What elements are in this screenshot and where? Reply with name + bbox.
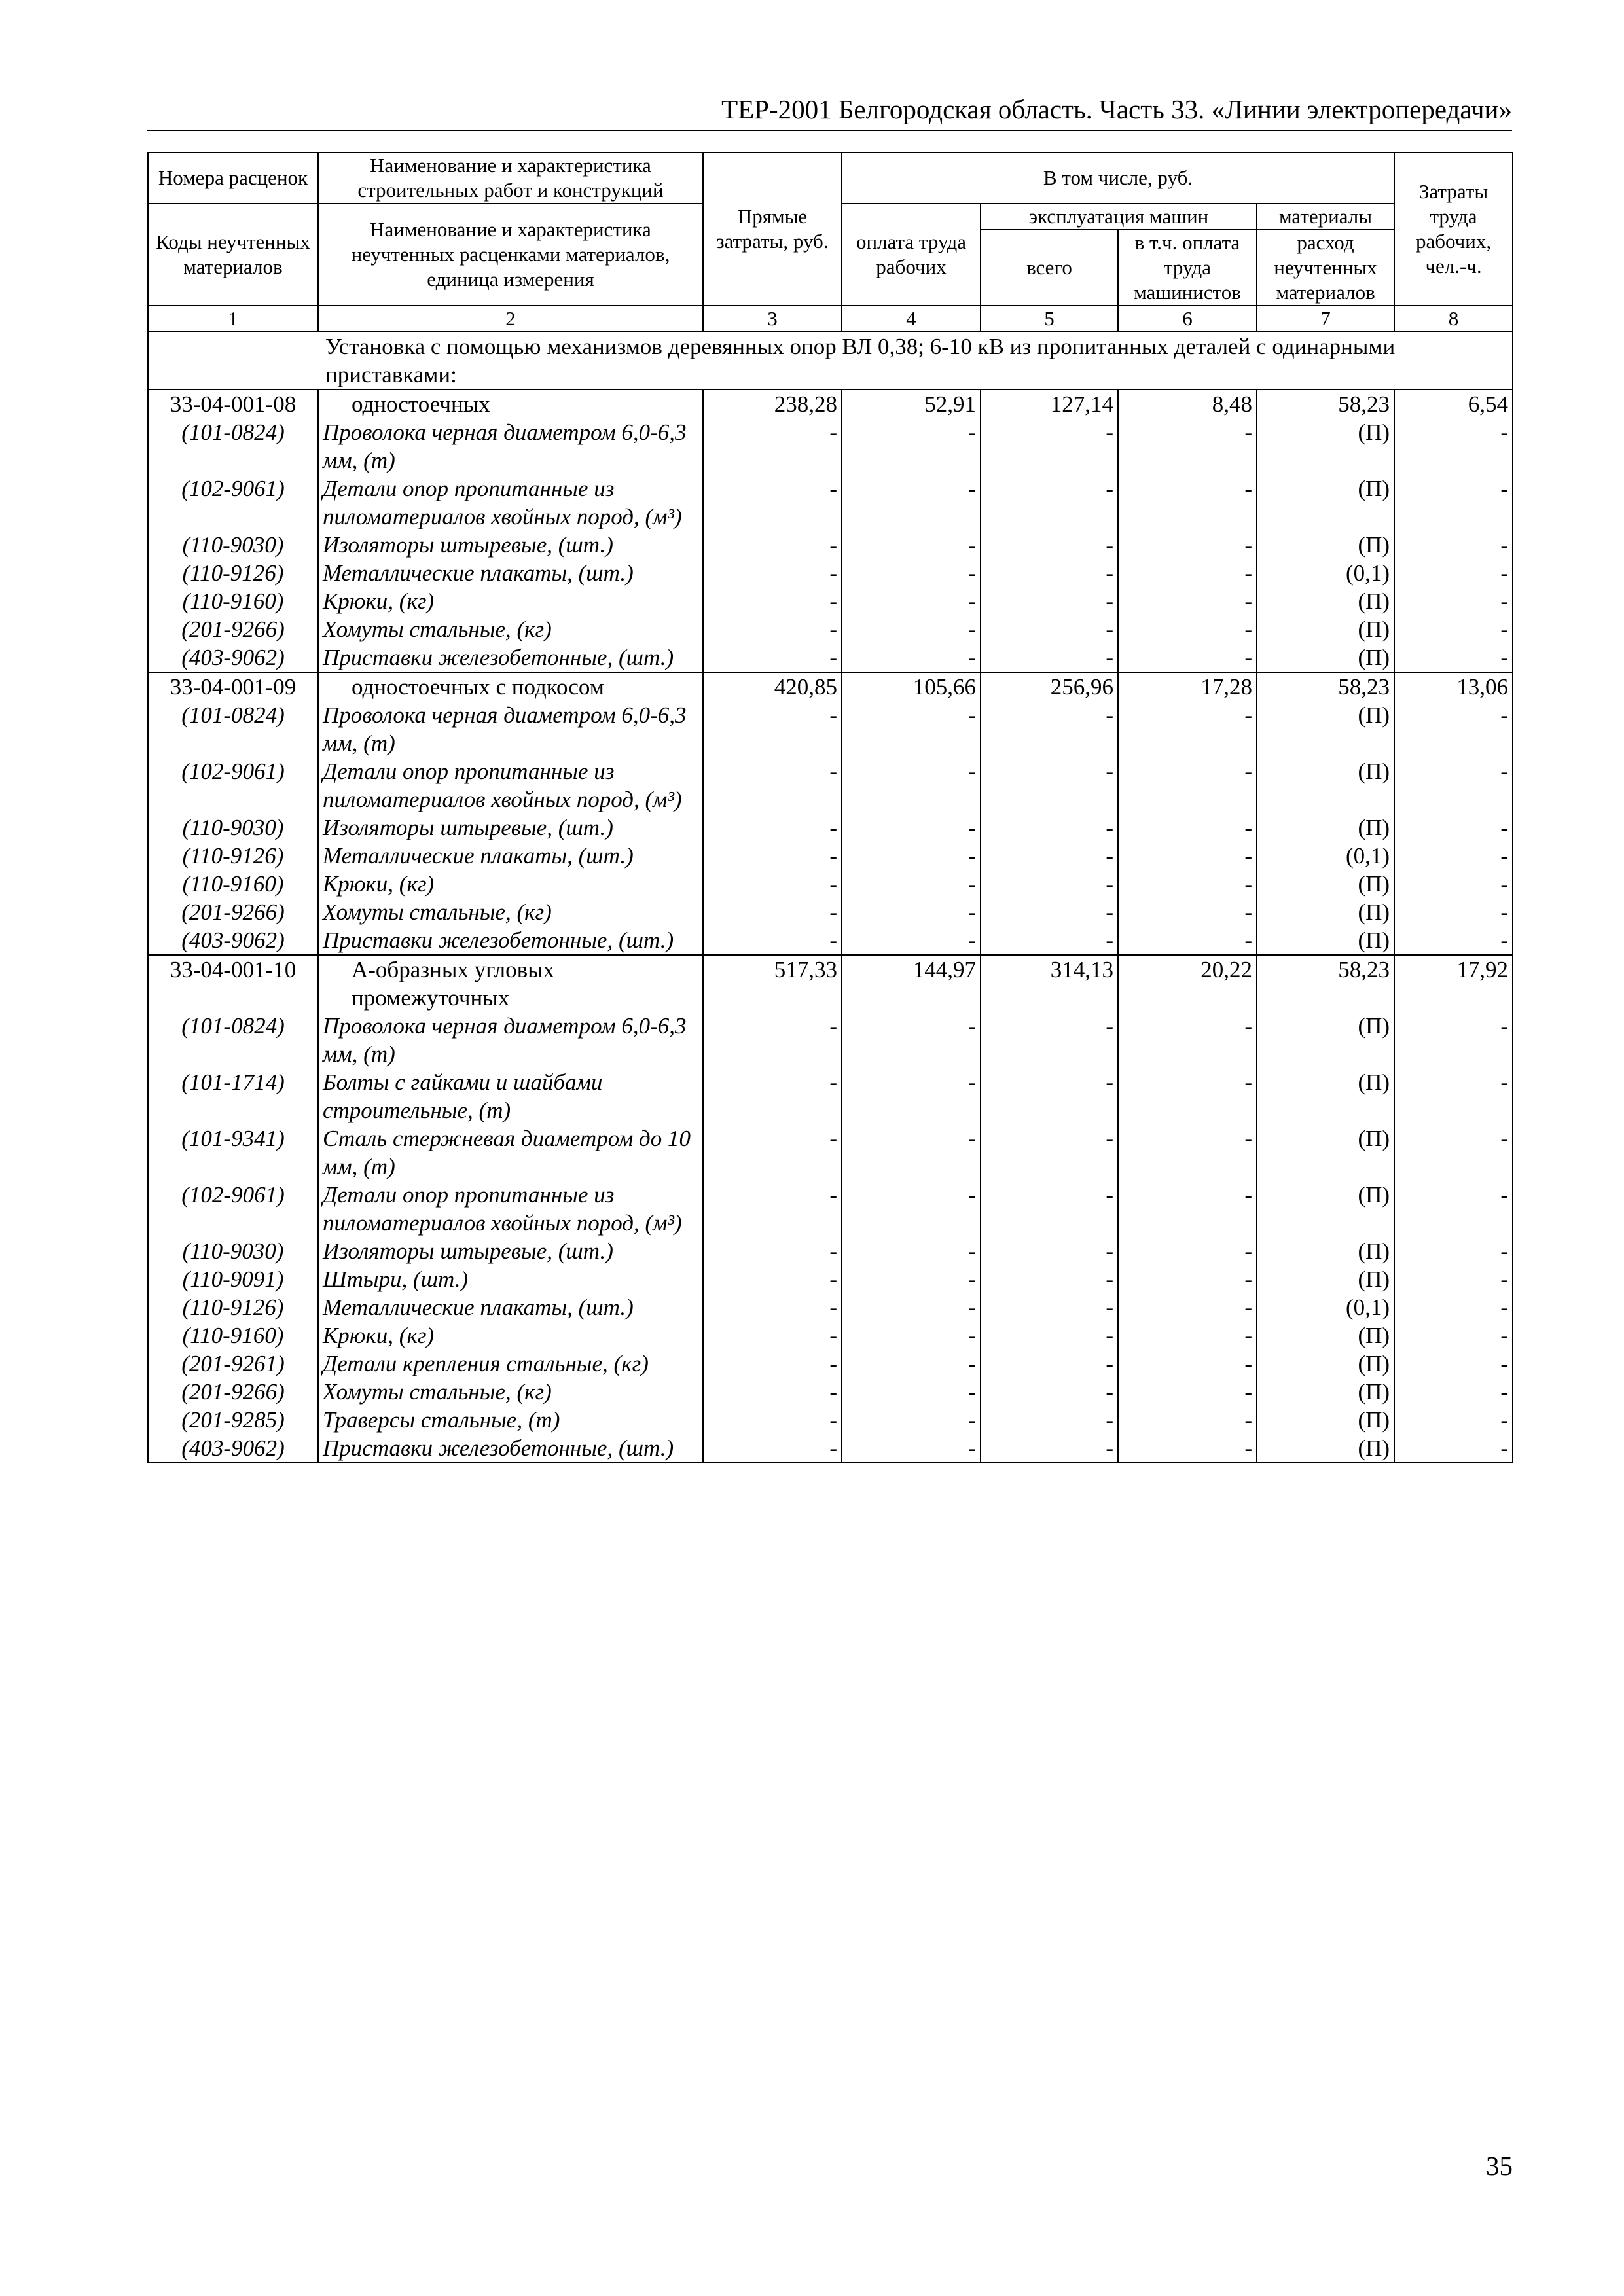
value-cell: - <box>1118 643 1257 672</box>
value-cell: - <box>1394 701 1513 757</box>
value-cell: - <box>1394 587 1513 615</box>
header-material-codes: Коды неучтенных материалов <box>148 204 318 306</box>
material-code: (101-0824) <box>148 418 318 475</box>
material-code: (110-9126) <box>148 842 318 870</box>
work-name: А-образных угловых промежуточных <box>318 955 703 1012</box>
value-cell: - <box>703 475 842 531</box>
value-cell: - <box>981 1321 1118 1350</box>
material-name: Хомуты стальные, (кг) <box>318 1378 703 1406</box>
value-cell: - <box>703 1350 842 1378</box>
header-machines-total: всего <box>981 230 1118 306</box>
value-cell: - <box>1394 814 1513 842</box>
material-code: (102-9061) <box>148 1181 318 1237</box>
value-cell: - <box>1394 559 1513 587</box>
value-cell: - <box>981 814 1118 842</box>
value-cell: - <box>981 615 1118 643</box>
work-name: одностоечных <box>318 389 703 418</box>
material-code: (101-0824) <box>148 1012 318 1068</box>
rate-row <box>148 672 1513 701</box>
value-cell: - <box>703 814 842 842</box>
value-cell: - <box>842 1181 981 1237</box>
value-cell: - <box>981 1265 1118 1293</box>
material-row <box>148 842 1513 870</box>
value-cell: (П) <box>1257 898 1394 926</box>
material-row <box>148 587 1513 615</box>
material-code: (110-9030) <box>148 531 318 559</box>
material-row <box>148 475 1513 531</box>
header-worker-pay: оплата труда рабочих <box>842 204 981 306</box>
material-name: Проволока черная диаметром 6,0-6,3 мм, (т) <box>318 701 703 757</box>
value-cell: - <box>981 1378 1118 1406</box>
value-cell: - <box>981 643 1118 672</box>
value-cell: 20,22 <box>1118 955 1257 1012</box>
value-cell: - <box>842 1237 981 1265</box>
value-cell: - <box>981 1068 1118 1124</box>
value-cell: - <box>703 1237 842 1265</box>
value-cell: - <box>981 757 1118 814</box>
column-number: 8 <box>1394 306 1513 332</box>
value-cell: - <box>1394 1124 1513 1181</box>
value-cell: - <box>842 587 981 615</box>
material-row <box>148 1321 1513 1350</box>
material-name: Изоляторы штыревые, (шт.) <box>318 1237 703 1265</box>
material-row <box>148 1237 1513 1265</box>
material-name: Крюки, (кг) <box>318 587 703 615</box>
value-cell: 8,48 <box>1118 389 1257 418</box>
value-cell: - <box>703 1068 842 1124</box>
value-cell: - <box>842 475 981 531</box>
value-cell: (0,1) <box>1257 559 1394 587</box>
value-cell: - <box>703 1406 842 1434</box>
material-name: Приставки железобетонные, (шт.) <box>318 1434 703 1463</box>
material-name: Изоляторы штыревые, (шт.) <box>318 814 703 842</box>
value-cell: 58,23 <box>1257 672 1394 701</box>
value-cell: 58,23 <box>1257 955 1394 1012</box>
value-cell: - <box>842 1406 981 1434</box>
material-name: Проволока черная диаметром 6,0-6,3 мм, (т) <box>318 1012 703 1068</box>
material-name: Детали опор пропитанные из пиломатериалов хвойных пород, (м³) <box>318 757 703 814</box>
rate-row <box>148 389 1513 418</box>
value-cell: - <box>703 1124 842 1181</box>
value-cell: - <box>842 757 981 814</box>
value-cell: - <box>1394 1068 1513 1124</box>
header-material-name: Наименование и характеристика неучтенных расценками материалов, единица измерения <box>318 204 703 306</box>
material-name: Хомуты стальные, (кг) <box>318 615 703 643</box>
value-cell: - <box>703 926 842 955</box>
column-number: 5 <box>981 306 1118 332</box>
value-cell: - <box>1394 531 1513 559</box>
value-cell: - <box>1118 701 1257 757</box>
rate-code: 33-04-001-10 <box>148 955 318 1012</box>
value-cell: (П) <box>1257 701 1394 757</box>
header-including: В том числе, руб. <box>842 152 1394 204</box>
material-code: (110-9030) <box>148 814 318 842</box>
value-cell: - <box>981 898 1118 926</box>
page-header: ТЕР-2001 Белгородская область. Часть 33. «Линии электропередачи» <box>147 92 1512 131</box>
value-cell: - <box>981 418 1118 475</box>
value-cell: - <box>981 1350 1118 1378</box>
value-cell: - <box>981 842 1118 870</box>
value-cell: - <box>842 1434 981 1463</box>
value-cell: - <box>842 418 981 475</box>
material-name: Крюки, (кг) <box>318 870 703 898</box>
value-cell: 52,91 <box>842 389 981 418</box>
value-cell: - <box>981 475 1118 531</box>
material-row <box>148 898 1513 926</box>
material-code: (102-9061) <box>148 475 318 531</box>
material-row <box>148 1293 1513 1321</box>
material-code: (110-9030) <box>148 1237 318 1265</box>
value-cell: - <box>703 870 842 898</box>
material-code: (403-9062) <box>148 1434 318 1463</box>
value-cell: - <box>1394 475 1513 531</box>
value-cell: - <box>1394 1406 1513 1434</box>
column-number: 3 <box>703 306 842 332</box>
material-row <box>148 1434 1513 1463</box>
material-code: (102-9061) <box>148 757 318 814</box>
material-name: Сталь стержневая диаметром до 10 мм, (т) <box>318 1124 703 1181</box>
column-number: 4 <box>842 306 981 332</box>
rate-code: 33-04-001-08 <box>148 389 318 418</box>
value-cell: - <box>842 1068 981 1124</box>
value-cell: (П) <box>1257 615 1394 643</box>
value-cell: - <box>1394 1012 1513 1068</box>
value-cell: - <box>981 587 1118 615</box>
material-row <box>148 1265 1513 1293</box>
material-row <box>148 814 1513 842</box>
value-cell: (П) <box>1257 587 1394 615</box>
value-cell: (П) <box>1257 870 1394 898</box>
value-cell: - <box>981 870 1118 898</box>
value-cell: - <box>981 531 1118 559</box>
value-cell: - <box>1118 814 1257 842</box>
material-code: (101-0824) <box>148 701 318 757</box>
material-row <box>148 757 1513 814</box>
value-cell: (П) <box>1257 1378 1394 1406</box>
header-rate-numbers: Номера расценок <box>148 152 318 204</box>
material-row <box>148 926 1513 955</box>
value-cell: - <box>1394 1434 1513 1463</box>
value-cell: - <box>1394 1237 1513 1265</box>
value-cell: 127,14 <box>981 389 1118 418</box>
value-cell: - <box>1118 587 1257 615</box>
value-cell: (П) <box>1257 1237 1394 1265</box>
value-cell: - <box>981 926 1118 955</box>
material-name: Детали опор пропитанные из пиломатериалов хвойных пород, (м³) <box>318 475 703 531</box>
value-cell: - <box>703 842 842 870</box>
material-row <box>148 870 1513 898</box>
value-cell: - <box>703 1378 842 1406</box>
material-name: Хомуты стальные, (кг) <box>318 898 703 926</box>
material-row <box>148 531 1513 559</box>
value-cell: - <box>1394 757 1513 814</box>
material-code: (403-9062) <box>148 643 318 672</box>
column-number: 2 <box>318 306 703 332</box>
value-cell: - <box>703 418 842 475</box>
material-row <box>148 418 1513 475</box>
header-unaccounted-materials: расход неучтенных материалов <box>1257 230 1394 306</box>
value-cell: 238,28 <box>703 389 842 418</box>
value-cell: - <box>1118 870 1257 898</box>
table-body <box>148 332 1513 1463</box>
material-name: Крюки, (кг) <box>318 1321 703 1350</box>
material-code: (201-9266) <box>148 615 318 643</box>
value-cell: - <box>981 1181 1118 1237</box>
table-header <box>148 152 1513 332</box>
value-cell: - <box>1394 1293 1513 1321</box>
value-cell: 314,13 <box>981 955 1118 1012</box>
value-cell: 144,97 <box>842 955 981 1012</box>
value-cell: (П) <box>1257 1124 1394 1181</box>
value-cell: 256,96 <box>981 672 1118 701</box>
header-labor-costs: Затраты труда рабочих, чел.-ч. <box>1394 152 1513 306</box>
value-cell: (П) <box>1257 1068 1394 1124</box>
value-cell: - <box>981 1434 1118 1463</box>
header-machine-operation: эксплуатация машин <box>981 204 1257 230</box>
value-cell: (П) <box>1257 1265 1394 1293</box>
material-code: (110-9160) <box>148 870 318 898</box>
value-cell: - <box>842 898 981 926</box>
value-cell: - <box>1118 1237 1257 1265</box>
value-cell: - <box>703 757 842 814</box>
material-row <box>148 1350 1513 1378</box>
value-cell: - <box>1118 475 1257 531</box>
work-name: одностоечных с подкосом <box>318 672 703 701</box>
value-cell: (П) <box>1257 1434 1394 1463</box>
value-cell: - <box>1118 418 1257 475</box>
material-name: Приставки железобетонные, (шт.) <box>318 643 703 672</box>
value-cell: - <box>1394 926 1513 955</box>
value-cell: - <box>1394 1321 1513 1350</box>
value-cell: - <box>1118 615 1257 643</box>
material-row <box>148 701 1513 757</box>
material-code: (201-9261) <box>148 1350 318 1378</box>
column-number: 6 <box>1118 306 1257 332</box>
value-cell: - <box>842 643 981 672</box>
value-cell: - <box>842 842 981 870</box>
value-cell: (П) <box>1257 531 1394 559</box>
value-cell: - <box>842 870 981 898</box>
material-code: (110-9160) <box>148 1321 318 1350</box>
value-cell: 105,66 <box>842 672 981 701</box>
value-cell: - <box>842 1350 981 1378</box>
material-name: Детали крепления стальные, (кг) <box>318 1350 703 1378</box>
column-numbers-row <box>148 306 1513 332</box>
value-cell: (П) <box>1257 418 1394 475</box>
value-cell: (П) <box>1257 475 1394 531</box>
value-cell: (П) <box>1257 1321 1394 1350</box>
material-code: (101-9341) <box>148 1124 318 1181</box>
value-cell: - <box>842 814 981 842</box>
value-cell: - <box>1118 1012 1257 1068</box>
value-cell: (П) <box>1257 1181 1394 1237</box>
value-cell: - <box>981 701 1118 757</box>
value-cell: - <box>1118 898 1257 926</box>
material-row <box>148 643 1513 672</box>
column-number: 1 <box>148 306 318 332</box>
value-cell: - <box>981 1406 1118 1434</box>
value-cell: - <box>703 615 842 643</box>
value-cell: (П) <box>1257 643 1394 672</box>
value-cell: - <box>1118 1293 1257 1321</box>
material-name: Металлические плакаты, (шт.) <box>318 842 703 870</box>
rate-code: 33-04-001-09 <box>148 672 318 701</box>
value-cell: 58,23 <box>1257 389 1394 418</box>
value-cell: - <box>842 1265 981 1293</box>
value-cell: - <box>1118 559 1257 587</box>
value-cell: - <box>842 615 981 643</box>
value-cell: - <box>1118 1406 1257 1434</box>
value-cell: 17,92 <box>1394 955 1513 1012</box>
value-cell: - <box>842 701 981 757</box>
value-cell: (П) <box>1257 1406 1394 1434</box>
value-cell: - <box>1394 615 1513 643</box>
value-cell: - <box>1118 1350 1257 1378</box>
price-table <box>147 152 1513 1463</box>
material-row <box>148 1124 1513 1181</box>
material-name: Металлические плакаты, (шт.) <box>318 559 703 587</box>
value-cell: - <box>703 1321 842 1350</box>
material-code: (201-9285) <box>148 1406 318 1434</box>
value-cell: 420,85 <box>703 672 842 701</box>
value-cell: - <box>703 898 842 926</box>
value-cell: - <box>1118 1124 1257 1181</box>
material-code: (201-9266) <box>148 1378 318 1406</box>
value-cell: (П) <box>1257 757 1394 814</box>
value-cell: - <box>981 1237 1118 1265</box>
material-row <box>148 1012 1513 1068</box>
value-cell: - <box>703 1181 842 1237</box>
rate-row <box>148 955 1513 1012</box>
material-name: Траверсы стальные, (т) <box>318 1406 703 1434</box>
value-cell: - <box>1118 757 1257 814</box>
value-cell: - <box>1118 1378 1257 1406</box>
material-code: (110-9160) <box>148 587 318 615</box>
value-cell: (0,1) <box>1257 1293 1394 1321</box>
value-cell: (П) <box>1257 1012 1394 1068</box>
material-row <box>148 1406 1513 1434</box>
material-name: Штыри, (шт.) <box>318 1265 703 1293</box>
value-cell: - <box>1394 842 1513 870</box>
value-cell: 6,54 <box>1394 389 1513 418</box>
value-cell: - <box>703 1012 842 1068</box>
value-cell: 17,28 <box>1118 672 1257 701</box>
value-cell: (П) <box>1257 926 1394 955</box>
value-cell: 517,33 <box>703 955 842 1012</box>
value-cell: - <box>981 1124 1118 1181</box>
value-cell: - <box>842 531 981 559</box>
value-cell: - <box>1394 643 1513 672</box>
value-cell: 13,06 <box>1394 672 1513 701</box>
value-cell: - <box>703 1434 842 1463</box>
value-cell: - <box>703 587 842 615</box>
material-name: Приставки железобетонные, (шт.) <box>318 926 703 955</box>
section-row <box>148 332 1513 389</box>
value-cell: - <box>703 701 842 757</box>
material-row <box>148 559 1513 587</box>
section-title: Установка с помощью механизмов деревянных опор ВЛ 0,38; 6-10 кВ из пропитанных деталей с одинарными приставками: <box>148 332 1513 389</box>
value-cell: - <box>842 1378 981 1406</box>
material-name: Проволока черная диаметром 6,0-6,3 мм, (т) <box>318 418 703 475</box>
material-code: (110-9126) <box>148 1293 318 1321</box>
value-cell: - <box>842 1293 981 1321</box>
material-row <box>148 1181 1513 1237</box>
material-name: Изоляторы штыревые, (шт.) <box>318 531 703 559</box>
material-row <box>148 1378 1513 1406</box>
header-materials: материалы <box>1257 204 1394 230</box>
value-cell: - <box>1118 1265 1257 1293</box>
value-cell: - <box>1394 1181 1513 1237</box>
material-code: (403-9062) <box>148 926 318 955</box>
value-cell: - <box>1394 870 1513 898</box>
value-cell: - <box>842 926 981 955</box>
value-cell: - <box>1118 842 1257 870</box>
material-name: Детали опор пропитанные из пиломатериалов хвойных пород, (м³) <box>318 1181 703 1237</box>
material-name: Болты с гайками и шайбами строительные, (т) <box>318 1068 703 1124</box>
page-number: 35 <box>1486 2151 1513 2181</box>
material-code: (110-9126) <box>148 559 318 587</box>
value-cell: - <box>1118 1068 1257 1124</box>
column-number: 7 <box>1257 306 1394 332</box>
value-cell: - <box>1118 926 1257 955</box>
value-cell: - <box>1394 898 1513 926</box>
value-cell: - <box>703 531 842 559</box>
material-code: (110-9091) <box>148 1265 318 1293</box>
value-cell: - <box>842 1012 981 1068</box>
value-cell: - <box>842 1124 981 1181</box>
value-cell: - <box>703 1265 842 1293</box>
value-cell: (П) <box>1257 814 1394 842</box>
material-row <box>148 615 1513 643</box>
value-cell: - <box>1118 531 1257 559</box>
material-code: (201-9266) <box>148 898 318 926</box>
material-row <box>148 1068 1513 1124</box>
value-cell: - <box>1118 1181 1257 1237</box>
value-cell: - <box>842 1321 981 1350</box>
value-cell: - <box>1394 1378 1513 1406</box>
value-cell: - <box>981 1012 1118 1068</box>
header-direct-costs: Прямые затраты, руб. <box>703 152 842 306</box>
value-cell: - <box>1118 1321 1257 1350</box>
value-cell: (0,1) <box>1257 842 1394 870</box>
value-cell: - <box>1394 418 1513 475</box>
value-cell: (П) <box>1257 1350 1394 1378</box>
header-machinist-pay: в т.ч. оплата труда машинистов <box>1118 230 1257 306</box>
value-cell: - <box>981 559 1118 587</box>
value-cell: - <box>703 1293 842 1321</box>
header-work-name: Наименование и характеристика строительных работ и конструкций <box>318 152 703 204</box>
value-cell: - <box>703 559 842 587</box>
value-cell: - <box>1118 1434 1257 1463</box>
value-cell: - <box>1394 1350 1513 1378</box>
value-cell: - <box>842 559 981 587</box>
material-name: Металлические плакаты, (шт.) <box>318 1293 703 1321</box>
value-cell: - <box>1394 1265 1513 1293</box>
value-cell: - <box>981 1293 1118 1321</box>
value-cell: - <box>703 643 842 672</box>
material-code: (101-1714) <box>148 1068 318 1124</box>
